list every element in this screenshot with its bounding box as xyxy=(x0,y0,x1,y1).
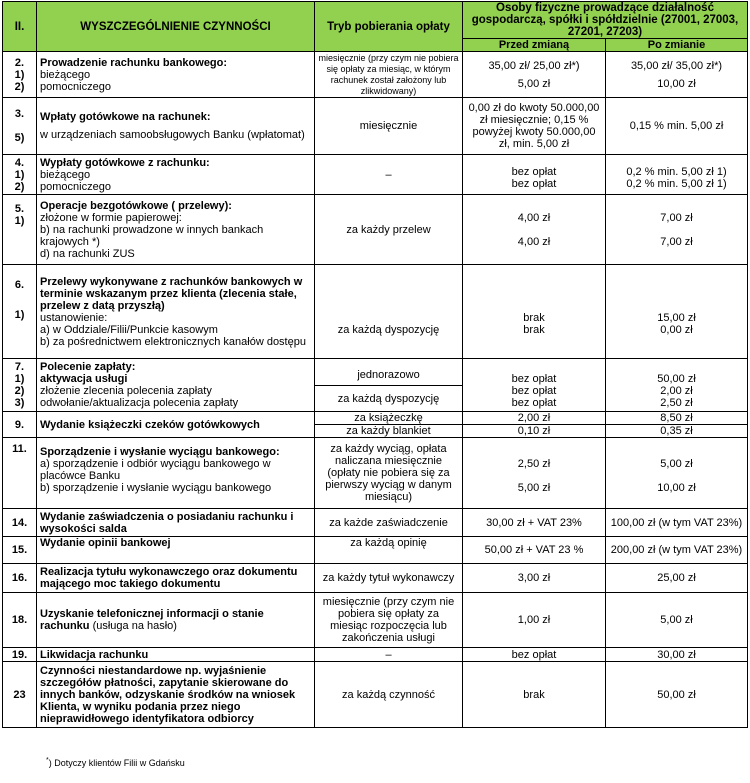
row-fee-mode: za każde zaświadczenie xyxy=(315,509,463,537)
row-before: 2,50 zł 5,00 zł xyxy=(463,438,606,509)
row-fee-mode: za każdy blankiet xyxy=(315,425,463,438)
row-fee-mode: miesięcznie (przy czym nie pobiera się opłaty za miesiąc rozpoczęcia lub zakończenia usługi xyxy=(315,593,463,648)
table-row xyxy=(3,648,748,662)
row-fee-mode: – xyxy=(315,648,463,662)
row-after: 0,35 zł xyxy=(606,425,748,438)
row-after: 5,00 zł 10,00 zł xyxy=(606,438,748,509)
table-header-row xyxy=(3,2,748,39)
row-number: 4. 1) 2) xyxy=(3,155,37,195)
row-after: 25,00 zł xyxy=(606,564,748,593)
row-before: 0,00 zł do kwoty 50.000,00 zł miesięcznie; 0,15 % powyżej kwoty 50.000,00 zł, min. 5,00 zł xyxy=(463,98,606,155)
row-description: Wydanie książeczki czeków gotówkowych xyxy=(37,412,315,438)
row-number: 9. xyxy=(3,412,37,438)
row-before: 3,00 zł xyxy=(463,564,606,593)
row-description: Wypłaty gotówkowe z rachunku: bieżącego pomocniczego xyxy=(37,155,315,195)
footnote-mark: * xyxy=(46,757,49,764)
table-row xyxy=(3,593,748,648)
row-after: 200,00 zł (w tym VAT 23%) xyxy=(606,537,748,564)
row-fee-mode: miesięcznie xyxy=(315,98,463,155)
header-fee-mode: Tryb pobierania opłaty xyxy=(315,2,463,52)
row-description: Uzyskanie telefonicznej informacji o stanie rachunku (usługa na hasło) xyxy=(37,593,315,648)
table-row xyxy=(3,98,748,155)
row-before: bez opłat bez opłat bez opłat xyxy=(463,359,606,412)
row-after: 30,00 zł xyxy=(606,648,748,662)
row-fee-mode: miesięcznie (przy czym nie pobiera się opłaty za miesiąc, w którym rachunek został założony lub zlikwidowany) xyxy=(315,52,463,98)
row-description: Wydanie opinii bankowej xyxy=(37,537,315,564)
row-number: 18. xyxy=(3,593,37,648)
row-after: 0,2 % min. 5,00 zł 1) 0,2 % min. 5,00 zł 1) xyxy=(606,155,748,195)
header-before: Przed zmianą xyxy=(463,39,606,52)
row-before: 2,00 zł xyxy=(463,412,606,425)
row-number: 3. 5) xyxy=(3,98,37,155)
row-before: 4,00 zł 4,00 zł xyxy=(463,195,606,265)
row-before: brak xyxy=(463,662,606,728)
row-after: 50,00 zł 2,00 zł 2,50 zł xyxy=(606,359,748,412)
row-fee-mode: za każdą opinię xyxy=(315,537,463,564)
row-number: 11. xyxy=(3,438,37,509)
row-number: 2. 1) 2) xyxy=(3,52,37,98)
row-after: 35,00 zł/ 35,00 zł*) 10,00 zł xyxy=(606,52,748,98)
row-before: 50,00 zł + VAT 23 % xyxy=(463,537,606,564)
row-description: Wpłaty gotówkowe na rachunek: w urządzeniach samoobsługowych Banku (wpłatomat) xyxy=(37,98,315,155)
row-after: 8,50 zł xyxy=(606,412,748,425)
table-row xyxy=(3,195,748,265)
table-row xyxy=(3,438,748,509)
row-before: brak brak xyxy=(463,265,606,359)
row-before: 1,00 zł xyxy=(463,593,606,648)
row-fee-mode: za książeczkę xyxy=(315,412,463,425)
row-number: 23 xyxy=(3,662,37,728)
table-row xyxy=(3,537,748,564)
row-description: Przelewy wykonywane z rachunków bankowych w terminie wskazanym przez klienta (zlecenia stałe, przelew z datą przyszłą) ustanowienie: a) w Oddziale/Filii/Punkcie kasowym b) za pośrednictwem elektronicznych kanałów dostępu xyxy=(37,265,315,359)
footnote-text: ) Dotyczy klientów Filii w Gdańsku xyxy=(48,758,185,768)
row-fee-mode: za każdą dyspozycję xyxy=(315,265,463,359)
row-description: Prowadzenie rachunku bankowego: bieżącego pomocniczego xyxy=(37,52,315,98)
row-number: 7. 1) 2) 3) xyxy=(3,359,37,412)
row-after: 100,00 zł (w tym VAT 23%) xyxy=(606,509,748,537)
row-fee-mode: jednorazowo xyxy=(315,359,463,386)
table-row xyxy=(3,52,748,98)
table-row xyxy=(3,265,748,359)
row-description: Likwidacja rachunku xyxy=(37,648,315,662)
row-fee-mode: za każdą dyspozycję xyxy=(315,386,463,412)
table-row xyxy=(3,412,748,425)
row-number: 14. xyxy=(3,509,37,537)
row-before: bez opłat bez opłat xyxy=(463,155,606,195)
row-number: 6. 1) xyxy=(3,265,37,359)
row-after: 5,00 zł xyxy=(606,593,748,648)
table-row xyxy=(3,359,748,372)
header-after: Po zmianie xyxy=(606,39,748,52)
table-row xyxy=(3,509,748,537)
row-after: 7,00 zł 7,00 zł xyxy=(606,195,748,265)
row-number: 19. xyxy=(3,648,37,662)
row-description: Polecenie zapłaty: aktywacja usługi złożenie zlecenia polecenia zapłaty odwołanie/aktualizacja polecenia zapłaty xyxy=(37,359,315,412)
row-before: bez opłat xyxy=(463,648,606,662)
row-fee-mode: za każdą czynność xyxy=(315,662,463,728)
fee-table xyxy=(2,1,748,728)
row-description: Sporządzenie i wysłanie wyciągu bankowego: a) sporządzenie i odbiór wyciągu bankowego w placówce Banku b) sporządzenie i wysłanie wyciągu bankowego xyxy=(37,438,315,509)
row-fee-mode: za każdy przelew xyxy=(315,195,463,265)
row-number: 5. 1) xyxy=(3,195,37,265)
row-number: 16. xyxy=(3,564,37,593)
row-number: 15. xyxy=(3,537,37,564)
row-before: 35,00 zł/ 25,00 zł*) 5,00 zł xyxy=(463,52,606,98)
row-after: 15,00 zł 0,00 zł xyxy=(606,265,748,359)
header-description: WYSZCZEGÓLNIENIE CZYNNOŚCI xyxy=(37,2,315,52)
row-description: Czynności niestandardowe np. wyjaśnienie szczegółów płatności, zapytanie skierowane do innych banków, odzyskanie środków na wniosek Klienta, w wyniku podania przez niego nieprawidłowego identyfikatora odbiorcy xyxy=(37,662,315,728)
table-row xyxy=(3,564,748,593)
row-fee-mode: – xyxy=(315,155,463,195)
table-row xyxy=(3,662,748,728)
row-after: 0,15 % min. 5,00 zł xyxy=(606,98,748,155)
row-description: Operacje bezgotówkowe ( przelewy): złożone w formie papierowej: b) na rachunki prowadzone w innych bankach krajowych *) d) na rachunki ZUS xyxy=(37,195,315,265)
footnote xyxy=(46,757,185,768)
row-description: Wydanie zaświadczenia o posiadaniu rachunku i wysokości salda xyxy=(37,509,315,537)
table-row xyxy=(3,155,748,195)
row-description: Realizacja tytułu wykonawczego oraz dokumentu mającego moc takiego dokumentu xyxy=(37,564,315,593)
row-after: 50,00 zł xyxy=(606,662,748,728)
row-before: 0,10 zł xyxy=(463,425,606,438)
row-fee-mode: za każdy wyciąg, opłata naliczana miesięcznie (opłaty nie pobiera się za pierwszy wyciąg w danym miesiącu) xyxy=(315,438,463,509)
row-fee-mode: za każdy tytuł wykonawczy xyxy=(315,564,463,593)
row-before: 30,00 zł + VAT 23% xyxy=(463,509,606,537)
header-client-group: Osoby fizyczne prowadzące działalność gospodarczą, spółki i spółdzielnie (27001, 27003, 27201, 27203) xyxy=(463,2,748,39)
header-number: II. xyxy=(3,2,37,52)
